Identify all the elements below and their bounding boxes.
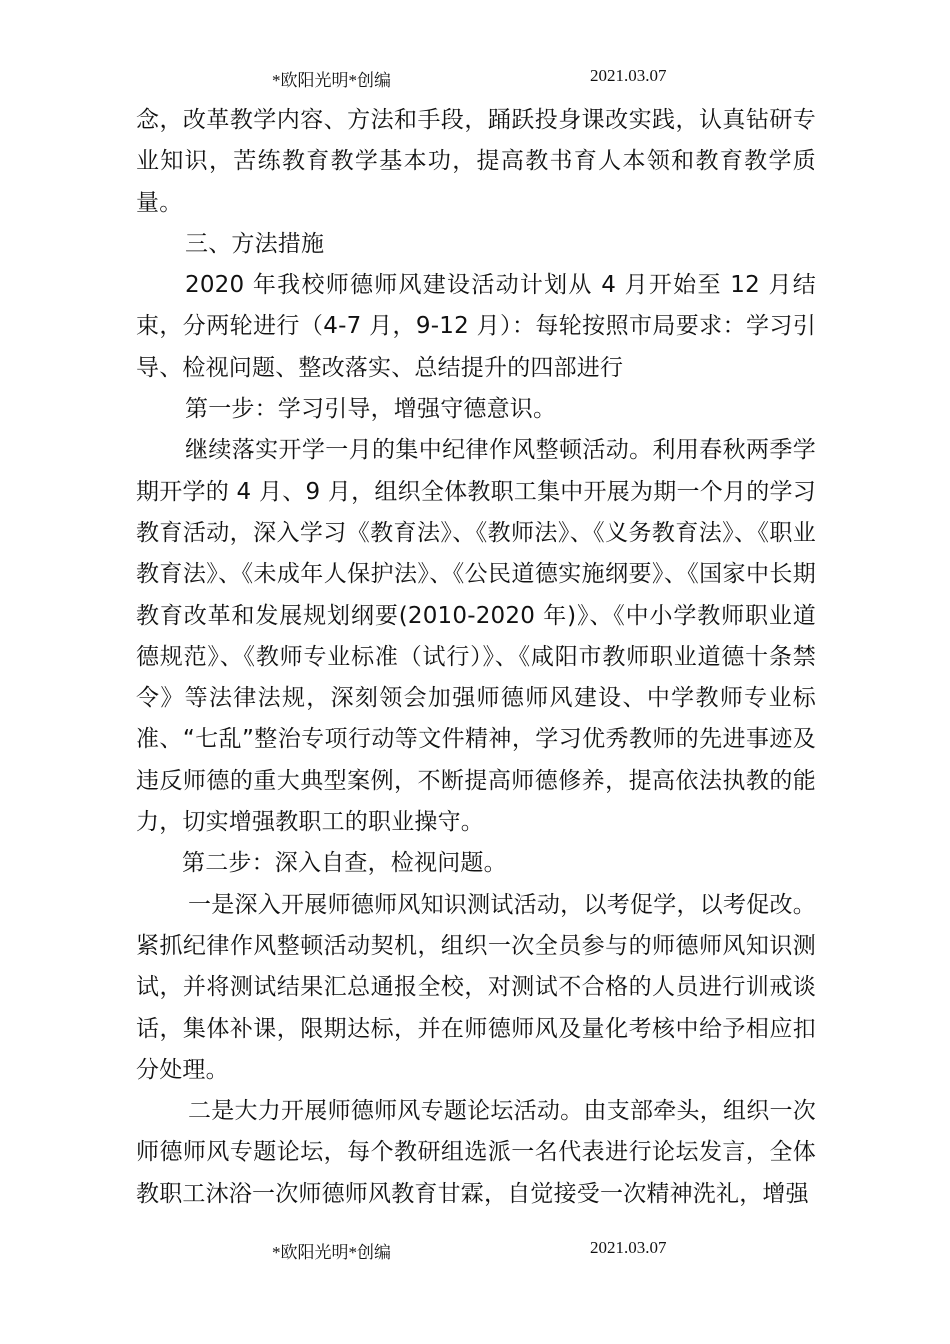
step-one-heading: 第一步：学习引导，增强守德意识。: [185, 396, 557, 423]
paragraph-plan: 2020 年我校师德师风建设活动计划从 4 月开始至 12 月结束，分两轮进行（4-7 月，9-12 月）：每轮按照市局要求：学习引导、检视问题、整改落实、总结提升的四部进行: [136, 272, 816, 381]
paragraph-continuation: 念，改革教学内容、方法和手段，踊跃投身课改实践，认真钻研专业知识，苦练教育教学基本功，提高教书育人本领和教育教学质量。: [136, 107, 816, 216]
header-date: 2021.03.07: [590, 66, 667, 85]
paragraph-forum: 二是大力开展师德师风专题论坛活动。由支部牵头，组织一次师德师风专题论坛，每个教研组选派一名代表进行论坛发言，全体教职工沐浴一次师德师风教育甘霖，自觉接受一次精神洗礼，增强: [136, 1098, 816, 1207]
step-two-heading: 第二步：深入自查，检视问题。: [182, 850, 507, 877]
header-author: *欧阳光明*创编: [272, 71, 391, 90]
paragraph-step-one: 继续落实开学一月的集中纪律作风整顿活动。利用春秋两季学期开学的 4 月、9 月，组织全体教职工集中开展为期一个月的学习教育活动，深入学习《教育法》、《教师法》、《义务教育法》、《职业教育法》、《未成年人保护法》、《公民道德实施纲要》、《国家中长期教育改革和发展规划纲要(2010-2020 年)》、《中小学教师职业道德规范》、《教师专业标准（试行）》、《咸阳市教师职业道德十条禁令》等法律法规，深刻领会加强师德师风建设、中学教师专业标准、“七乱”整治专项行动等文件精神，学习优秀教师的先进事迹及违反师德的重大典型案例，不断提高师德修养，提高依法执教的能力，切实增强教职工的职业操守。: [136, 437, 816, 836]
paragraph-knowledge-test: 一是深入开展师德师风知识测试活动，以考促学，以考促改。紧抓纪律作风整顿活动契机，组织一次全员参与的师德师风知识测试，并将测试结果汇总通报全校，对测试不合格的人员进行训戒谈话，集体补课，限期达标，并在师德师风及量化考核中给予相应扣分处理。: [136, 891, 816, 1083]
footer-date: 2021.03.07: [590, 1238, 667, 1257]
page-header: [0, 66, 950, 90]
footer-author: *欧阳光明*创编: [272, 1243, 391, 1262]
document-body: [136, 100, 816, 1215]
section-heading-methods: 三、方法措施: [185, 230, 325, 257]
page-footer: [0, 1238, 950, 1262]
